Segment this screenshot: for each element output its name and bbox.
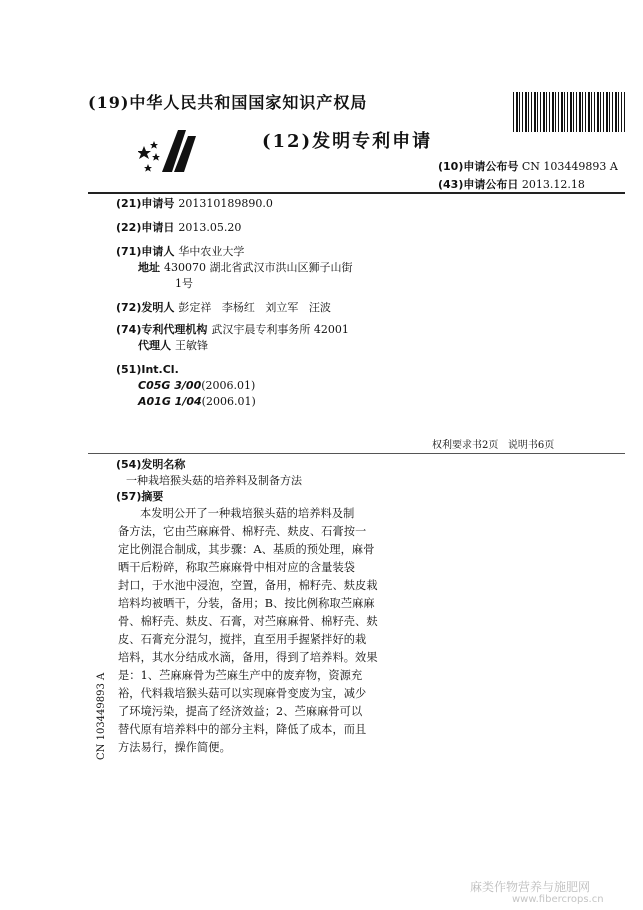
application-number: 201310189890.0 — [178, 197, 273, 210]
agent: 王敏锋 — [175, 339, 208, 352]
publication-date-row — [438, 176, 585, 192]
applicant-row — [116, 244, 244, 259]
abstract-line: 是：1、苎麻麻骨为苎麻生产中的废弃物，资源充 — [118, 669, 363, 682]
agency-label: (74)专利代理机构 — [116, 323, 208, 336]
abstract-divider — [88, 453, 625, 454]
applicant-label: (71)申请人 — [116, 245, 175, 258]
publication-number: CN 103449893 A — [521, 160, 618, 173]
abstract-text — [118, 505, 378, 757]
barcode-image — [513, 92, 625, 132]
ipc-label: (51)Int.Cl. — [116, 363, 179, 376]
address-label: 地址 — [138, 261, 160, 274]
publication-date-label: (43)申请公布日 — [438, 178, 519, 191]
abstract-line: 培料均被晒干，分装，备用；B、按比例称取苎麻麻 — [118, 597, 375, 610]
applicant-name: 华中农业大学 — [178, 245, 245, 258]
address-line-2: 1号 — [175, 277, 193, 290]
watermark-url: www.fibercrops.cn — [512, 894, 604, 905]
abstract-line: 裕，代料栽培猴头菇可以实现麻骨变废为宝，减少 — [118, 687, 367, 700]
spine-publication-number: CN 103449893 A — [96, 672, 107, 760]
ipc-code-2: A01G 1/04 — [138, 395, 202, 408]
abstract-line: 骨、棉籽壳、麸皮、石膏，对苎麻麻骨、棉籽壳、麸 — [118, 615, 378, 628]
publication-number-label: (10)申请公布号 — [438, 160, 519, 173]
address-row — [138, 260, 353, 275]
inventors-row — [116, 300, 331, 315]
application-date: 2013.05.20 — [178, 221, 242, 234]
abstract-line: 晒干后粉碎，称取苎麻麻骨中相对应的含量装袋 — [118, 561, 356, 574]
abstract-line: 封口，于水池中浸泡，空置，备用，棉籽壳、麸皮栽 — [118, 579, 378, 592]
invention-title: 一种栽培猴头菇的培养料及制备方法 — [126, 474, 302, 487]
ipc-version-1: (2006.01) — [201, 379, 256, 392]
ipc-version-2: (2006.01) — [201, 395, 256, 408]
abstract-line: 培料，其水分结成水滴，备用，得到了培养料。效果 — [118, 651, 378, 664]
abstract-line: 方法易行，操作简便。 — [118, 741, 231, 754]
agency: 武汉宇晨专利事务所 42001 — [211, 323, 349, 336]
ipc-row-1 — [138, 378, 255, 393]
issuing-authority: (19)中华人民共和国国家知识产权局 — [88, 93, 368, 112]
ipc-code-1: C05G 3/00 — [138, 379, 202, 392]
agent-row — [138, 338, 208, 353]
invention-title-label: (54)发明名称 — [116, 458, 186, 471]
abstract-label: (57)摘要 — [116, 490, 164, 503]
page-count-note: 权利要求书2页 说明书6页 — [432, 440, 555, 451]
address-line-1: 430070 湖北省武汉市洪山区狮子山街 — [164, 261, 353, 274]
abstract-line: 本发明公开了一种栽培猴头菇的培养料及制 — [140, 507, 355, 520]
abstract-line: 皮、石膏充分混匀，搅拌，直至用手握紧拌好的栽 — [118, 633, 367, 646]
application-date-row — [116, 220, 241, 235]
application-number-label: (21)申请号 — [116, 197, 175, 210]
document-type-title: (12)发明专利申请 — [262, 131, 433, 152]
agency-row — [116, 322, 349, 337]
inventors: 彭定祥 李杨红 刘立军 汪波 — [178, 301, 331, 314]
publication-date: 2013.12.18 — [521, 178, 585, 191]
abstract-line: 了环境污染，提高了经济效益；2、苎麻麻骨可以 — [118, 705, 363, 718]
abstract-line: 备方法，它由苎麻麻骨、棉籽壳、麸皮、石膏按一 — [118, 525, 367, 538]
ipc-row-2 — [138, 394, 256, 409]
application-date-label: (22)申请日 — [116, 221, 175, 234]
header-divider — [88, 192, 625, 194]
abstract-line: 替代原有培养料中的部分主料，降低了成本，而且 — [118, 723, 367, 736]
application-number-row — [116, 196, 273, 211]
watermark-site-name: 麻类作物营养与施肥网 — [470, 880, 591, 894]
abstract-line: 定比例混合制成，其步骤：A、基质的预处理，麻骨 — [118, 543, 375, 556]
publication-number-row — [438, 158, 618, 174]
cnipa-logo-icon — [138, 126, 198, 176]
inventors-label: (72)发明人 — [116, 301, 175, 314]
agent-label: 代理人 — [138, 339, 171, 352]
